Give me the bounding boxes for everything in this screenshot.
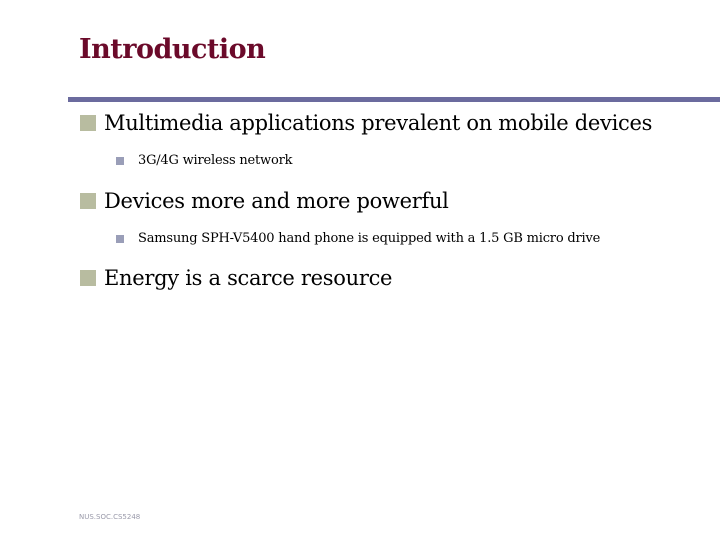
sub-bullet-item xyxy=(116,231,600,246)
bullet-square-icon xyxy=(80,193,96,209)
title-divider xyxy=(68,97,720,102)
sub-bullet-item xyxy=(116,153,292,168)
bullet-square-icon xyxy=(80,270,96,286)
sub-bullet-square-icon xyxy=(116,157,124,165)
slide-title: Introduction xyxy=(79,34,266,65)
slide-footer: NUS.SOC.CS5248 xyxy=(79,513,141,521)
sub-bullet-text: Samsung SPH-V5400 hand phone is equipped with a 1.5 GB micro drive xyxy=(138,231,601,246)
bullet-item xyxy=(80,111,652,135)
bullet-text: Energy is a scarce resource xyxy=(104,266,393,290)
bullet-text: Multimedia applications prevalent on mobile devices xyxy=(104,111,653,135)
sub-bullet-text: 3G/4G wireless network xyxy=(138,153,293,168)
bullet-text: Devices more and more powerful xyxy=(104,189,449,213)
bullet-square-icon xyxy=(80,115,96,131)
bullet-item xyxy=(80,266,392,290)
bullet-item xyxy=(80,189,449,213)
sub-bullet-square-icon xyxy=(116,235,124,243)
